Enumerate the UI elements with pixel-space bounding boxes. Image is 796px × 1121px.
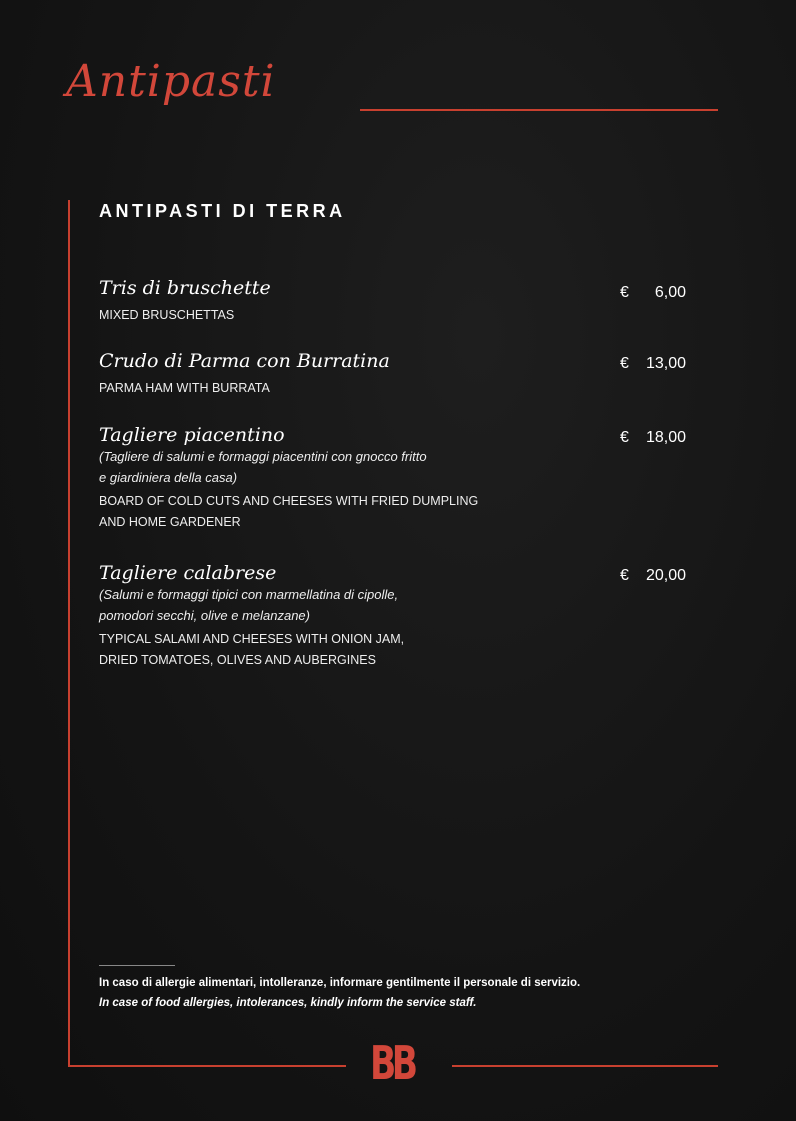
currency: €: [620, 284, 629, 301]
item-price: [620, 567, 686, 585]
price-value: 6,00: [654, 284, 686, 301]
currency: €: [620, 355, 629, 372]
allergy-note-italian: In caso di allergie alimentari, intolleranze, informare gentilmente il personale di servizio.: [99, 977, 581, 989]
item-name: Crudo di Parma con Burratina: [99, 350, 390, 372]
title-rule: [360, 109, 718, 111]
item-italian-2: e giardiniera della casa): [99, 470, 238, 485]
bottom-rule-left: [68, 1065, 346, 1067]
menu-item: [99, 562, 619, 671]
currency: €: [620, 567, 629, 584]
item-english-2: DRIED TOMATOES, OLIVES AND AUBERGINES: [99, 653, 376, 667]
item-english: MIXED BRUSCHETTAS: [99, 308, 235, 322]
item-english: TYPICAL SALAMI AND CHEESES WITH ONION JAM,: [99, 632, 405, 646]
menu-item: [99, 277, 619, 326]
price-value: 18,00: [645, 429, 686, 446]
menu-item: [99, 350, 619, 399]
currency: €: [620, 429, 629, 446]
item-english: PARMA HAM WITH BURRATA: [99, 381, 270, 395]
left-border: [68, 200, 70, 1067]
allergy-note-english: In case of food allergies, intolerances, kindly inform the service staff.: [99, 997, 477, 1009]
menu-item: [99, 424, 619, 533]
price-value: 20,00: [645, 567, 686, 584]
bottom-rule-right: [452, 1065, 718, 1067]
section-heading: ANTIPASTI DI TERRA: [99, 201, 346, 221]
item-price: [620, 429, 686, 447]
item-price: [620, 284, 686, 302]
item-name: Tagliere calabrese: [99, 562, 277, 584]
item-italian-2: pomodori secchi, olive e melanzane): [99, 608, 310, 623]
brand-logo: BB: [370, 1036, 414, 1090]
item-price: [620, 355, 686, 373]
item-english-2: AND HOME GARDENER: [99, 515, 241, 529]
footer-divider: [99, 965, 175, 966]
price-value: 13,00: [645, 355, 686, 372]
item-italian: (Salumi e formaggi tipici con marmellatina di cipolle,: [99, 587, 399, 602]
item-name: Tris di bruschette: [99, 277, 271, 299]
item-italian: (Tagliere di salumi e formaggi piacentini con gnocco fritto: [99, 449, 427, 464]
page-title: Antipasti: [66, 56, 276, 107]
item-english: BOARD OF COLD CUTS AND CHEESES WITH FRIED DUMPLING: [99, 494, 479, 508]
item-name: Tagliere piacentino: [99, 424, 285, 446]
